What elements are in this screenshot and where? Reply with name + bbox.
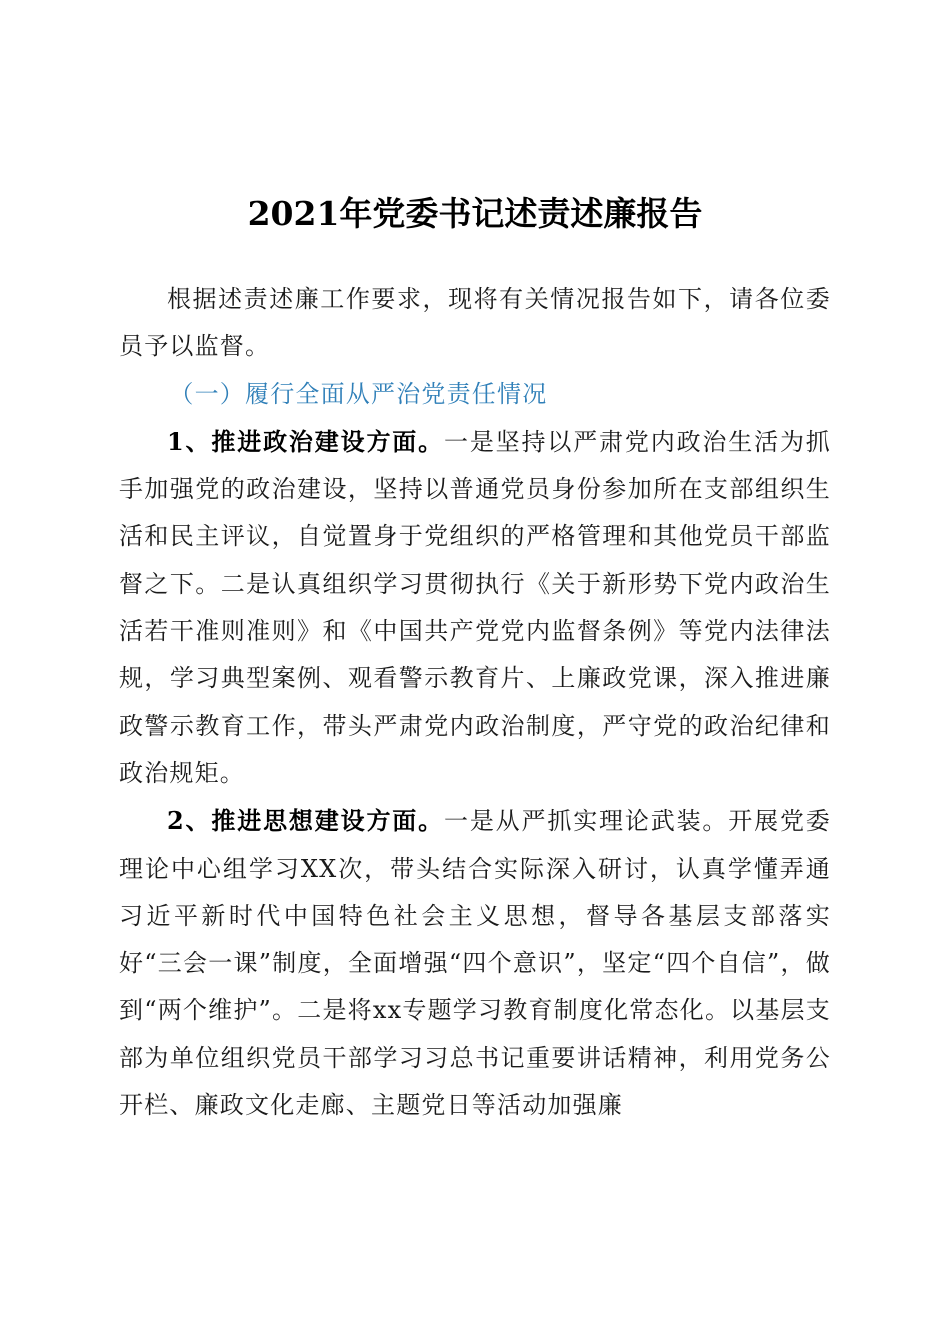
paragraph-ideological	[119, 797, 831, 1129]
intro-paragraph: 根据述责述廉工作要求，现将有关情况报告如下，请各位委员予以监督。	[119, 285, 831, 361]
paragraph-text: 一是从严抓实理论武装。开展党委理论中心组学习XX次，带头结合实际深入研讨，认真学懂弄通习近平新时代中国特色社会主义思想，督导各基层支部落实好“三会一课”制度，全面增强“四个意识”，坚定“四个自信”，做到“两个维护”。二是将xx专题学习教育制度化常态化。以基层支部为单位组织党员干部学习习总书记重要讲话精神，利用党务公开栏、廉政文化走廊、主题党日等活动加强廉	[119, 807, 831, 1120]
paragraph-heading: 1、推进政治建设方面。	[167, 426, 444, 456]
document-body	[119, 276, 831, 1129]
paragraph-heading: 2、推进思想建设方面。	[167, 806, 444, 836]
document-title: 2021年党委书记述责述廉报告	[247, 194, 703, 233]
section-heading: （一）履行全面从严治党责任情况	[169, 379, 548, 408]
paragraph-text: 一是坚持以严肃党内政治生活为抓手加强党的政治建设，坚持以普通党员身份参加所在支部组织生活和民主评议，自觉置身于党组织的严格管理和其他党员干部监督之下。二是认真组织学习贯彻执行《关于新形势下党内政治生活若干准则准则》和《中国共产党党内监督条例》等党内法律法规，学习典型案例、观看警示教育片、上廉政党课，深入推进廉政警示教育工作，带头严肃党内政治制度，严守党的政治纪律和政治规矩。	[119, 427, 831, 787]
paragraph-political	[119, 418, 831, 797]
